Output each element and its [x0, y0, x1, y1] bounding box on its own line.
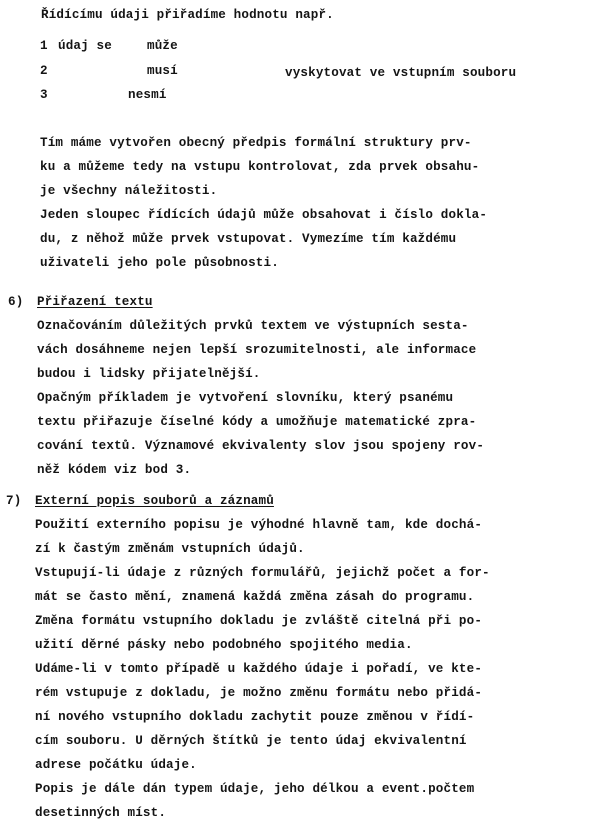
section-7-line: Vstupují-li údaje z různých formulářů, jejichž počet a for- [35, 566, 490, 580]
section-6-line: textu přiřazuje číselné kódy a umožňuje matematické zpra- [37, 415, 477, 429]
section-6-line: Označováním důležitých prvků textem ve výstupních sesta- [37, 319, 469, 333]
section-7-line: Změna formátu vstupního dokladu je zvláště citelná při po- [35, 614, 483, 628]
section-6-line: Opačným příkladem je vytvoření slovníku, který psanému [37, 391, 454, 405]
section-6-line: něž kódem viz bod 3. [37, 463, 192, 477]
section-6-number: 6) [8, 295, 24, 309]
section-6-line: vách dosáhneme nejen lepší srozumitelnosti, ale informace [37, 343, 477, 357]
section-6-line: budou i lidsky přijatelnější. [37, 367, 261, 381]
para1-line: du, z něhož může prvek vstupovat. Vymezíme tím každému [40, 232, 457, 246]
para1-line: ku a můžeme tedy na vstupu kontrolovat, zda prvek obsahu- [40, 160, 480, 174]
option-2-number: 2 [40, 64, 48, 78]
para1-line: uživateli jeho pole působnosti. [40, 256, 279, 270]
section-6-line: cování textů. Významové ekvivalenty slov jsou spojeny rov- [37, 439, 485, 453]
section-7-line: adrese počátku údaje. [35, 758, 197, 772]
section-7-line: zí k častým změnám vstupních údajů. [35, 542, 305, 556]
section-7-number: 7) [6, 494, 22, 508]
option-1-verb: může [147, 39, 178, 53]
option-1-number: 1 [40, 39, 48, 53]
option-3-number: 3 [40, 88, 48, 102]
option-2-verb: musí [147, 64, 178, 78]
section-7-line: Popis je dále dán typem údaje, jeho délkou a event.počtem [35, 782, 475, 796]
section-7-line: desetinných míst. [35, 806, 167, 820]
section-7-line: Udáme-li v tomto případě u každého údaje i pořadí, ve kte- [35, 662, 483, 676]
option-shared-tail: vyskytovat ve vstupním souboru [285, 66, 517, 80]
section-7-line: cím souboru. U děrných štítků je tento údaj ekvivalentní [35, 734, 467, 748]
section-7-title: Externí popis souborů a záznamů [35, 494, 274, 508]
para1-line: Tím máme vytvořen obecný předpis formální struktury prv- [40, 136, 472, 150]
option-3-verb: nesmí [128, 88, 167, 102]
section-7-line: Použití externího popisu je výhodné hlavně tam, kde dochá- [35, 518, 483, 532]
section-7-line: rém vstupuje z dokladu, je možno změnu formátu nebo přidá- [35, 686, 483, 700]
para1-line: je všechny náležitosti. [40, 184, 218, 198]
option-1-text: údaj se [58, 39, 112, 53]
section-7-line: mát se často mění, znamená každá změna zásah do programu. [35, 590, 475, 604]
section-6-title: Přiřazení textu [37, 295, 153, 309]
intro-line: Řídícímu údaji přiřadíme hodnotu např. [41, 8, 334, 22]
section-7-line: ní nového vstupního dokladu zachytit pouze změnou v řídí- [35, 710, 475, 724]
para1-line: Jeden sloupec řídících údajů může obsahovat i číslo dokla- [40, 208, 488, 222]
section-7-line: užití děrné pásky nebo podobného spojitého media. [35, 638, 413, 652]
